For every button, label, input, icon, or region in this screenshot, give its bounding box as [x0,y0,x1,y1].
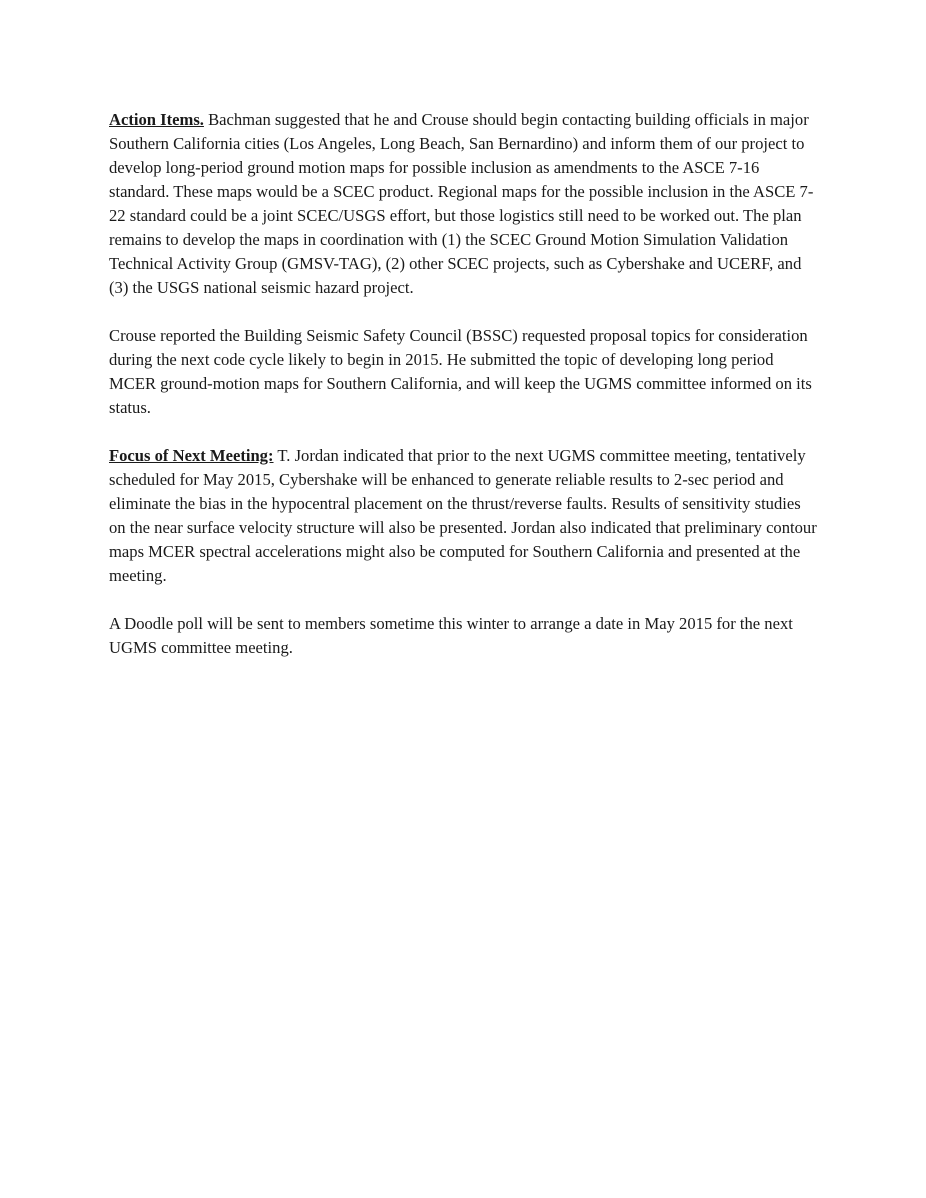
doodle-poll-text: A Doodle poll will be sent to members sometime this winter to arrange a date in May 2015 for the next UGMS committee meeting. [109,614,793,657]
action-items-text: Bachman suggested that he and Crouse should begin contacting building officials in major Southern California cities (Los Angeles, Long Beach, San Bernardino) and inform them of our project to develop long-period ground motion maps for possible inclusion as amendments to the ASCE 7-16 standard. These maps would be a SCEC product. Regional maps for the possible inclusion in the ASCE 7-22 standard could be a joint SCEC/USGS effort, but those logistics still need to be worked out. The plan remains to develop the maps in coordination with (1) the SCEC Ground Motion Simulation Validation Technical Activity Group (GMSV-TAG), (2) other SCEC projects, such as Cybershake and UCERF, and (3) the USGS national seismic hazard project. [109,110,814,297]
bssc-text: Crouse reported the Building Seismic Safety Council (BSSC) requested proposal topics for consideration during the next code cycle likely to begin in 2015. He submitted the topic of developing long period MCER ground-motion maps for Southern California, and will keep the UGMS committee informed on its status. [109,326,812,417]
action-items-heading: Action Items. [109,110,204,129]
next-meeting-text: T. Jordan indicated that prior to the next UGMS committee meeting, tentatively scheduled for May 2015, Cybershake will be enhanced to generate reliable results to 2-sec period and eliminate the bias in the hypocentral placement on the thrust/reverse faults. Results of sensitivity studies on the near surface velocity structure will also be presented. Jordan also indicated that preliminary contour maps MCER spectral accelerations might also be computed for Southern California and presented at the meeting. [109,446,817,585]
doodle-poll-paragraph [109,612,821,660]
action-items-paragraph [109,108,821,300]
next-meeting-paragraph [109,444,821,588]
document-body [109,108,821,684]
next-meeting-heading: Focus of Next Meeting: [109,446,274,465]
bssc-paragraph [109,324,821,420]
